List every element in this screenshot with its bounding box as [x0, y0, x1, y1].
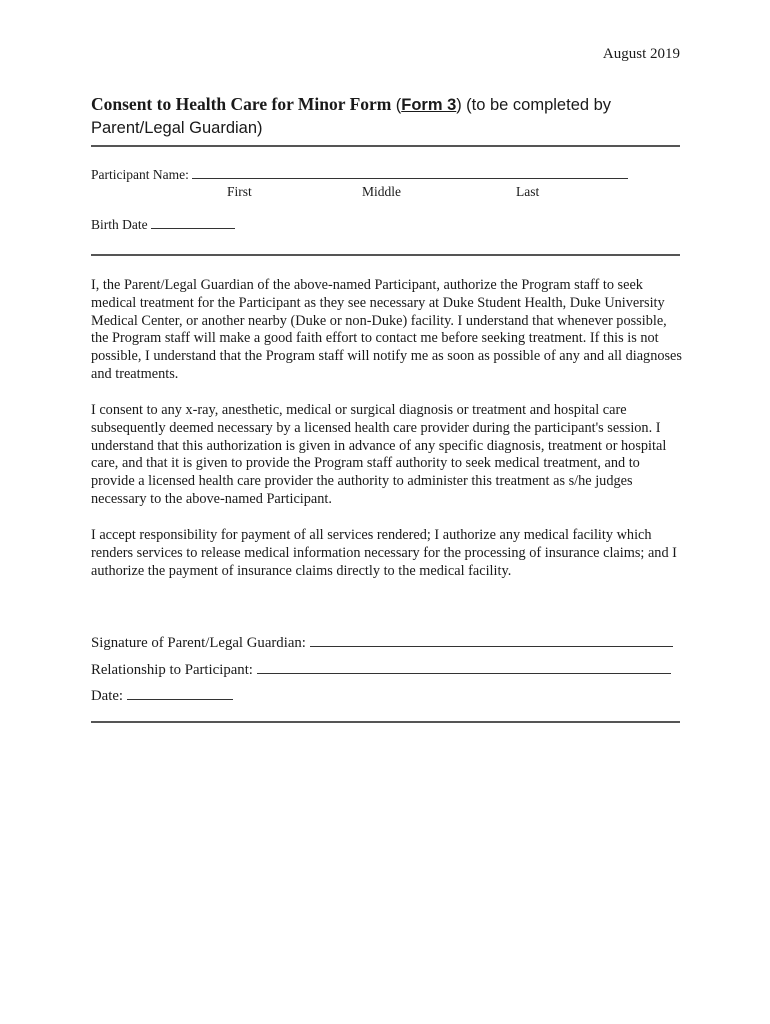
form-title — [91, 93, 691, 139]
relationship-row — [91, 660, 671, 679]
relationship-label: Relationship to Participant: — [91, 662, 253, 678]
header-divider — [91, 145, 680, 147]
form-number: Form 3 — [401, 96, 457, 114]
middle-name-caption: Middle — [362, 184, 401, 199]
participant-name-label: Participant Name: — [91, 167, 189, 182]
form-title-open-paren: ( — [395, 96, 402, 114]
birth-date-field[interactable] — [151, 216, 235, 229]
form-title-close-paren: ) — [456, 96, 462, 114]
form-title-note: (to be completed by Parent/Legal Guardian) — [91, 96, 612, 137]
first-name-caption: First — [227, 184, 252, 199]
signature-date-field[interactable] — [127, 686, 233, 700]
relationship-field[interactable] — [257, 660, 671, 674]
footer-divider — [91, 721, 680, 723]
form-title-main: Consent to Health Care for Minor Form — [91, 94, 392, 114]
participant-name-field[interactable] — [192, 166, 628, 179]
signature-date-label: Date: — [91, 688, 124, 704]
consent-paragraph: I consent to any x-ray, anesthetic, medical or surgical diagnosis or treatment and hospital care subsequently deemed necessary by a licensed health care provider during the participant's session. I understand that this authorization is given in advance of any specific diagnosis, treatment or hospital care, and that it is given to provide the Program staff authority to seek medical treatment, and to provide a licensed health care provider the authority to administer this treatment as s/he judges necessary to the above-named Participant. — [91, 402, 667, 507]
birth-date-row — [91, 216, 235, 233]
signature-row — [91, 633, 673, 652]
authorization-paragraph: I, the Parent/Legal Guardian of the above-named Participant, authorize the Program staff to seek medical treatment for the Participant as they see necessary at Duke Student Health, Duke University Medical Center, or another nearby (Duke or non-Duke) facility. I understand that whenever possible, the Program staff will make a good faith effort to contact me before seeking treatment. If this is not possible, I understand that the Program staff will notify me as soon as possible of any and all diagnoses and treatments. — [91, 277, 682, 382]
last-name-caption: Last — [516, 184, 540, 199]
document-date: August 2019 — [602, 46, 680, 62]
section-divider — [91, 254, 680, 256]
payment-paragraph: I accept responsibility for payment of all services rendered; I authorize any medical facility which renders services to release medical information necessary for the processing of insurance claims; and I authorize the payment of insurance claims directly to the medical facility. — [91, 527, 677, 579]
signature-label: Signature of Parent/Legal Guardian: — [91, 635, 306, 651]
signature-date-row — [91, 686, 233, 705]
birth-date-label: Birth Date — [91, 217, 148, 232]
participant-name-row — [91, 166, 628, 183]
signature-field[interactable] — [310, 633, 673, 647]
